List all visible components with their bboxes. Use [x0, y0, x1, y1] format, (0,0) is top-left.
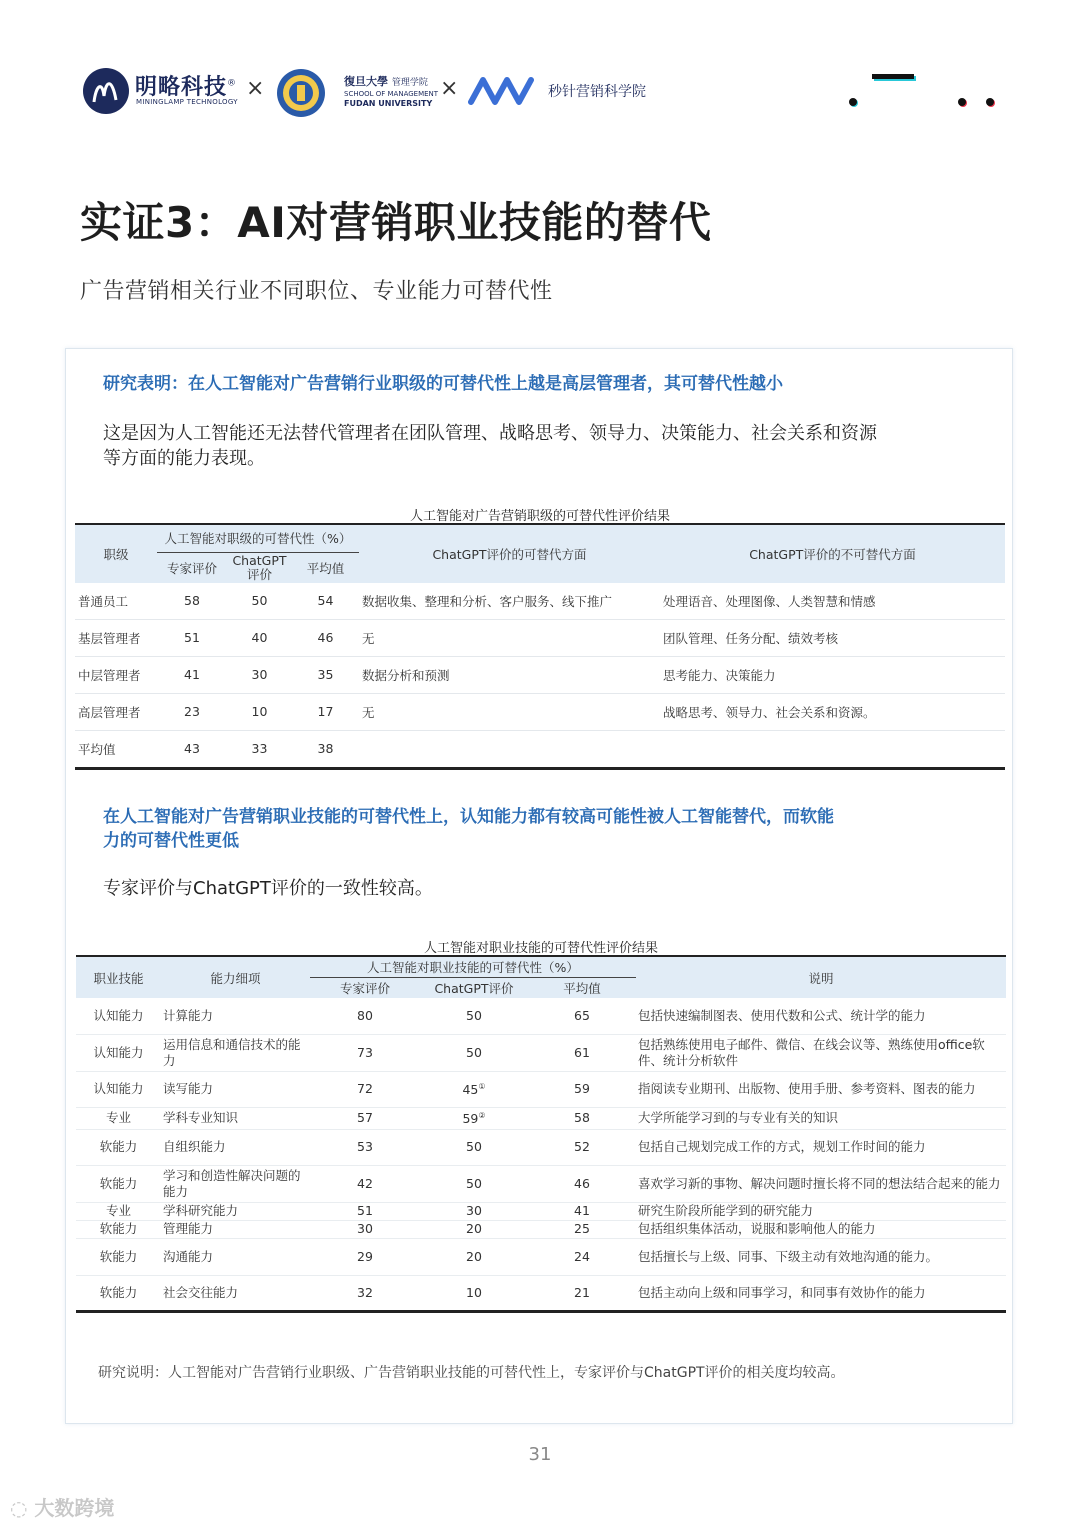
cell-chatgpt: [420, 1220, 528, 1238]
mininglamp-name: 明略科技®: [135, 75, 238, 100]
th-level: 职级: [75, 524, 157, 583]
cell-avg: 41: [528, 1202, 636, 1220]
cell-skill: 软能力: [76, 1220, 161, 1238]
table-row: [76, 1165, 1006, 1202]
times-sign: ×: [246, 76, 265, 101]
cell-chatgpt: [420, 1071, 528, 1107]
th-skill: 职业技能: [76, 956, 161, 998]
page-number: 31: [528, 1444, 552, 1465]
cell-irrep: 战略思考、领导力、社会关系和资源。: [660, 693, 1005, 730]
chatgpt-value: 20: [466, 1248, 482, 1264]
fudan-en-univ: FUDAN UNIVERSITY: [344, 99, 433, 108]
cell-rep: [359, 730, 660, 768]
cell-desc: 包括快速编制图表、使用代数和公式、统计学的能力: [636, 998, 1006, 1034]
cell-avg: 25: [528, 1220, 636, 1238]
cell-skill: 软能力: [76, 1275, 161, 1311]
cell-expert: 41: [157, 656, 227, 693]
th-expert: 专家评价: [157, 552, 227, 583]
cell-skill: 软能力: [76, 1165, 161, 1202]
table2-caption: 人工智能对职业技能的可替代性评价结果: [423, 941, 658, 956]
cell-expert: 58: [157, 583, 227, 620]
table-row: [76, 998, 1006, 1034]
cell-detail: 社会交往能力: [161, 1275, 310, 1311]
table-rank-replaceability: [75, 523, 1005, 770]
table-row: [75, 619, 1005, 656]
table-skill-replaceability: [76, 955, 1006, 1313]
finding-2-line-1: 在人工智能对广告营销职业技能的可替代性上，认知能力都有较高可能性被人工智能替代，而软能: [103, 807, 834, 827]
cell-expert: 53: [310, 1129, 420, 1165]
th-avg: 平均值: [292, 552, 359, 583]
cell-rep: 无: [359, 693, 660, 730]
cell-irrep: 处理语音、处理图像、人类智慧和情感: [660, 583, 1005, 620]
cell-skill: 软能力: [76, 1238, 161, 1275]
cell-chatgpt: [420, 1165, 528, 1202]
cell-detail: 计算能力: [161, 998, 310, 1034]
th-detail: 能力细项: [161, 956, 310, 998]
cell-chatgpt: [420, 1202, 528, 1220]
cell-rep: 数据分析和预测: [359, 656, 660, 693]
cell-chatgpt: [420, 1034, 528, 1071]
cell-skill: 专业: [76, 1202, 161, 1220]
paragraph-1-line-1: 这是因为人工智能还无法替代管理者在团队管理、战略思考、领导力、决策能力、社会关系和资源: [103, 423, 877, 444]
chatgpt-value: 50: [466, 1139, 482, 1154]
cell-detail: 学科专业知识: [161, 1107, 310, 1129]
th-irreplaceable: ChatGPT评价的不可替代方面: [660, 524, 1005, 583]
cell-chatgpt: 10: [227, 693, 292, 730]
page-subtitle: 广告营销相关行业不同职位、专业能力可替代性: [80, 279, 553, 304]
cell-desc: 包括熟练使用电子邮件、微信、在线会议等、熟练使用office软件、统计分析软件: [636, 1034, 1006, 1071]
cell-expert: 72: [310, 1071, 420, 1107]
th-group: 人工智能对职级的可替代性（%）: [157, 524, 359, 552]
cell-expert: 30: [310, 1220, 420, 1238]
cell-desc: 大学所能学习到的与专业有关的知识: [636, 1107, 1006, 1129]
cell-detail: 学科研究能力: [161, 1202, 310, 1220]
cell-chatgpt: 33: [251, 741, 268, 756]
cell-irrep: [660, 730, 1005, 768]
cell-avg: 54: [292, 583, 359, 620]
cell-desc: 包括自己规划完成工作的方式，规划工作时间的能力: [636, 1129, 1006, 1165]
weibo-icon: ◌: [10, 1496, 35, 1520]
cell-detail: 沟通能力: [161, 1238, 310, 1275]
chatgpt-value: 50: [466, 1007, 482, 1023]
cell-avg: 21: [528, 1275, 636, 1311]
cell-chatgpt: [420, 998, 528, 1034]
th-replaceable: ChatGPT评价的可替代方面: [359, 524, 660, 583]
research-note: 研究说明：人工智能对广告营销行业职级、广告营销职业技能的可替代性上，专家评价与ChatGPT评价的相关度均较高。: [98, 1365, 845, 1381]
table-row: [76, 1220, 1006, 1238]
cell-rep: 数据收集、整理和分析、客户服务、线下推广: [359, 583, 660, 620]
table-row: [76, 1034, 1006, 1071]
cell-desc: 喜欢学习新的事物、解决问题时擅长将不同的想法结合起来的能力: [636, 1165, 1006, 1202]
cell-desc: 指阅读专业期刊、出版物、使用手册、参考资料、图表的能力: [636, 1071, 1006, 1107]
cell-desc: 研究生阶段所能学到的研究能力: [636, 1202, 1006, 1220]
cell-detail: 管理能力: [161, 1220, 310, 1238]
cell-avg: 46: [292, 619, 359, 656]
cell-expert: 29: [310, 1238, 420, 1275]
cell-rep: 无: [359, 619, 660, 656]
cell-detail: 读写能力: [161, 1071, 310, 1107]
cell-level: 基层管理者: [75, 619, 157, 656]
cell-expert: 32: [310, 1275, 420, 1311]
cell-avg: 38: [317, 741, 334, 756]
miaozhen-logo-icon: [468, 74, 536, 108]
th-group: 人工智能对职业技能的可替代性（%）: [310, 956, 636, 978]
mininglamp-en: MININGLAMP TECHNOLOGY: [136, 98, 238, 106]
cell-expert: 43: [184, 741, 200, 756]
cell-level: 普通员工: [75, 583, 157, 620]
th-desc: 说明: [636, 956, 1006, 998]
chatgpt-value: 50: [466, 1044, 482, 1060]
cell-skill: 专业: [76, 1107, 161, 1129]
cell-expert: 51: [157, 619, 227, 656]
cell-chatgpt: [420, 1129, 528, 1165]
fudan-en-school: SCHOOL OF MANAGEMENT: [344, 90, 439, 98]
finding-2-line-2: 力的可替代性更低: [103, 831, 239, 851]
table-row: [75, 730, 1005, 768]
cell-level: 中层管理者: [75, 656, 157, 693]
cell-avg: 46: [528, 1165, 636, 1202]
cell-desc: 包括主动向上级和同事学习，和同事有效协作的能力: [636, 1275, 1006, 1311]
cell-detail: 自组织能力: [161, 1129, 310, 1165]
cell-expert: 23: [157, 693, 227, 730]
th-expert: 专家评价: [310, 978, 420, 999]
cell-skill: 认知能力: [76, 998, 161, 1034]
footnote-marker: ②: [478, 1111, 486, 1121]
cell-level: 平均值: [78, 741, 116, 757]
cell-detail: 运用信息和通信技术的能力: [161, 1034, 310, 1071]
cell-skill: 认知能力: [76, 1071, 161, 1107]
miaozhen-name: 秒针营销科学院: [548, 84, 646, 100]
cell-skill: 软能力: [76, 1129, 161, 1165]
table-row: [76, 1238, 1006, 1275]
cell-expert: 80: [310, 998, 420, 1034]
cell-irrep: 思考能力、决策能力: [660, 656, 1005, 693]
cell-chatgpt: [420, 1275, 528, 1311]
footnote-marker: ①: [478, 1082, 486, 1092]
table1-caption: 人工智能对广告营销职级的可替代性评价结果: [409, 509, 670, 524]
table-row: [75, 583, 1005, 620]
th-avg: 平均值: [528, 978, 636, 999]
times-sign: ×: [440, 76, 459, 101]
chatgpt-value: 50: [466, 1175, 482, 1191]
cell-avg: 61: [528, 1034, 636, 1071]
cell-level: 高层管理者: [75, 693, 157, 730]
cell-detail: 学习和创造性解决问题的能力: [161, 1165, 310, 1202]
watermark: ◌ 大数跨境: [10, 1496, 115, 1520]
fudan-cn-name: 復旦大學 管理学院: [344, 75, 428, 88]
cell-avg: 24: [528, 1238, 636, 1275]
cell-avg: 35: [292, 656, 359, 693]
cell-expert: 42: [310, 1165, 420, 1202]
cell-avg: 17: [292, 693, 359, 730]
cell-expert: 51: [310, 1202, 420, 1220]
cell-skill: 认知能力: [76, 1034, 161, 1071]
page-title: 实证3：AI对营销职业技能的替代: [80, 198, 712, 247]
cell-chatgpt: [420, 1238, 528, 1275]
mininglamp-logo-icon: [82, 66, 130, 116]
chatgpt-value: 10: [466, 1284, 482, 1300]
chatgpt-value: 59: [462, 1111, 479, 1127]
cell-avg: 58: [528, 1107, 636, 1129]
cell-expert: 73: [310, 1034, 420, 1071]
table-row: [76, 1071, 1006, 1107]
table-row: [75, 693, 1005, 730]
cell-avg: 59: [528, 1071, 636, 1107]
cell-irrep: 团队管理、任务分配、绩效考核: [660, 619, 1005, 656]
table-row: [76, 1202, 1006, 1220]
finding-1: 研究表明：在人工智能对广告营销行业职级的可替代性上越是高层管理者，其可替代性越小: [103, 374, 783, 394]
cell-chatgpt: 40: [227, 619, 292, 656]
th-chatgpt: ChatGPT评价: [420, 978, 528, 999]
th-chatgpt: ChatGPT 评价: [227, 552, 292, 583]
table-row: [75, 656, 1005, 693]
decoration-dots-icon: [848, 74, 998, 110]
chatgpt-value: 30: [466, 1203, 482, 1218]
cell-chatgpt: [420, 1107, 528, 1129]
chatgpt-value: 20: [466, 1221, 482, 1236]
fudan-seal-icon: [276, 68, 326, 118]
cell-chatgpt: 50: [227, 583, 292, 620]
paragraph-1-line-2: 等方面的能力表现。: [103, 448, 265, 469]
cell-expert: 57: [310, 1107, 420, 1129]
cell-desc: 包括组织集体活动，说服和影响他人的能力: [636, 1220, 1006, 1238]
cell-desc: 包括擅长与上级、同事、下级主动有效地沟通的能力。: [636, 1238, 1006, 1275]
paragraph-2: 专家评价与ChatGPT评价的一致性较高。: [103, 878, 433, 899]
table-row: [76, 1107, 1006, 1129]
table-row: [76, 1129, 1006, 1165]
table-row: [76, 1275, 1006, 1311]
cell-avg: 65: [528, 998, 636, 1034]
chatgpt-value: 45: [462, 1082, 479, 1098]
cell-chatgpt: 30: [227, 656, 292, 693]
cell-avg: 52: [528, 1129, 636, 1165]
